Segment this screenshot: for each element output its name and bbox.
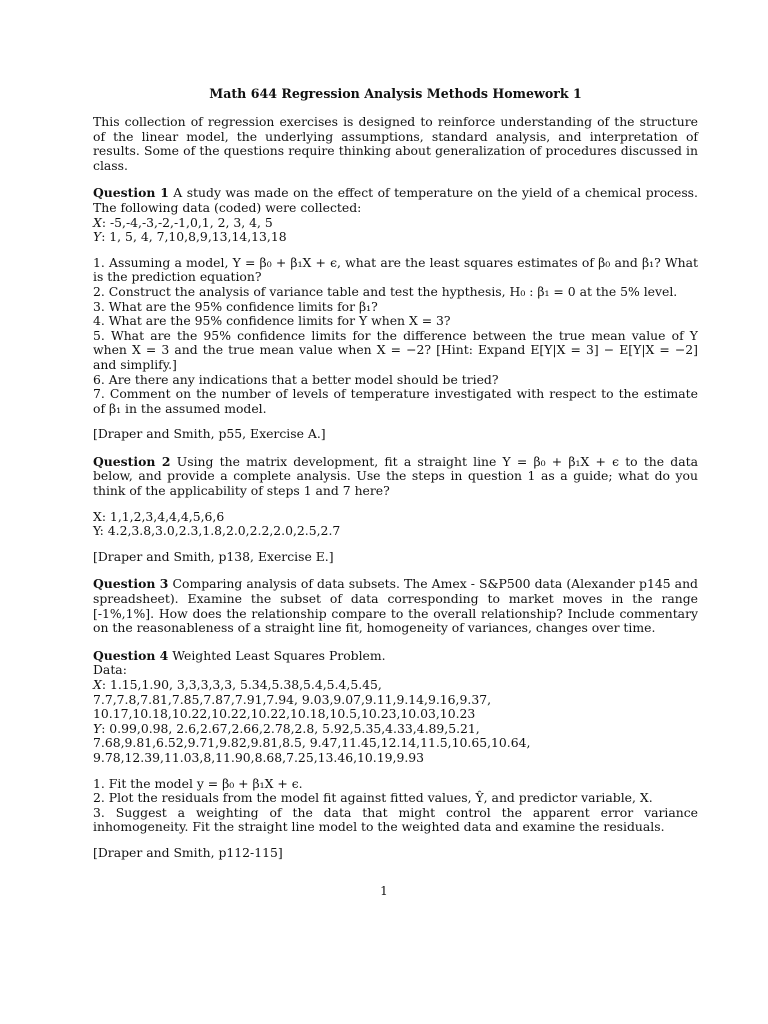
question-1-reference: [Draper and Smith, p55, Exercise A.] — [93, 426, 326, 442]
question-4-item: 1. Fit the model y = β₀ + β₁X + ϵ. — [93, 775, 303, 791]
question-4-prompt — [93, 649, 698, 664]
question-1-text: A study was made on the effect of temperature on the yield of a chemical process. The following data (coded) were collected: — [93, 185, 698, 215]
document-body — [93, 86, 698, 861]
question-2-label: Question 2 — [93, 453, 171, 469]
question-4-x-data: 7.7,7.8,7.81,7.85,7.87,7.91,7.94, 9.03,9.07,9.11,9.14,9.16,9.37, — [93, 691, 492, 707]
question-2-reference: [Draper and Smith, p138, Exercise E.] — [93, 548, 334, 564]
question-1-item: 2. Construct the analysis of variance table and test the hypthesis, H₀ : β₁ = 0 at the 5% level. — [93, 283, 678, 299]
question-3-prompt — [93, 577, 698, 635]
question-2-text: Using the matrix development, fit a straight line Y = β₀ + β₁X + ϵ to the data below, and provide a complete analysis. Use the steps in question 1 as a guide; what do you think of the applicability of steps 1 and 7 here? — [93, 453, 698, 499]
question-4-x-data: X: 1.15,1.90, 3,3,3,3,3, 5.34,5.38,5.4,5.4,5.45, — [93, 677, 382, 692]
question-1-prompt — [93, 186, 698, 215]
document-title: Math 644 Regression Analysis Methods Homework 1 — [209, 86, 582, 101]
question-1-item: 3. What are the 95% confidence limits for β₁? — [93, 298, 378, 314]
question-4-text: Weighted Least Squares Problem. — [172, 647, 386, 663]
question-4-y-data: Y: 0.99,0.98, 2.6,2.67,2.66,2.78,2.8, 5.92,5.35,4.33,4.89,5.21, — [93, 720, 480, 736]
question-2-prompt — [93, 455, 698, 499]
question-1-x-data: X: -5,-4,-3,-2,-1,0,1, 2, 3, 4, 5 — [93, 214, 273, 230]
question-4-y-data: 7.68,9.81,6.52,9.71,9.82,9.81,8.5, 9.47,11.45,12.14,11.5,10.65,10.64, — [93, 735, 531, 751]
intro-paragraph: This collection of regression exercises is designed to reinforce understanding of the structure of the linear model, the underlying assumptions, standard analysis, and interpretation of results. Some of the questions require thinking about generalization of procedures discussed in class. — [93, 114, 698, 173]
question-1-item: 5. What are the 95% confidence limits for the difference between the true mean value of Y when X = 3 and the true mean value when X = −2? [Hint: Expand E[Y|X = 3] − E[Y|X = −2] and simplify.] — [93, 327, 698, 372]
question-1-label: Question 1 — [93, 185, 169, 201]
question-1-y-data: Y: 1, 5, 4, 7,10,8,9,13,14,13,18 — [93, 229, 287, 245]
question-4-x-data: 10.17,10.18,10.22,10.22,10.22,10.18,10.5,10.23,10.03,10.23 — [93, 706, 476, 722]
question-4-item: 3. Suggest a weighting of the data that might control the apparent error variance inhomogeneity. Fit the straight line model to the weighted data and examine the residuals. — [93, 804, 698, 835]
question-1-item: 6. Are there any indications that a better model should be tried? — [93, 371, 499, 387]
question-1-item: 1. Assuming a model, Y = β₀ + β₁X + ϵ, what are the least squares estimates of β₀ and β₁? What is the prediction equation? — [93, 254, 698, 285]
question-2-x-data: X: 1,1,2,3,4,4,4,5,6,6 — [93, 508, 225, 524]
question-3-text: Comparing analysis of data subsets. The Amex - S&P500 data (Alexander p145 and spreadsheet). Examine the subset of data corresponding to market moves in the range [-1%,1%]. How does the relationship compare to the overall relationship? Include commentary on the reasonableness of a straight line fit, homogeneity of variances, changes over time. — [93, 576, 698, 636]
question-4-reference: [Draper and Smith, p112-115] — [93, 844, 283, 860]
question-4-label: Question 4 — [93, 647, 169, 663]
question-2-y-data: Y: 4.2,3.8,3.0,2.3,1.8,2.0,2.2,2.0,2.5,2.7 — [93, 523, 341, 539]
question-4-item: 2. Plot the residuals from the model fit against fitted values, Ŷ, and predictor variable, X. — [93, 790, 653, 806]
question-1-item: 7. Comment on the number of levels of temperature investigated with respect to the estimate of β₁ in the assumed model. — [93, 386, 698, 416]
page-number: 1 — [380, 884, 388, 898]
question-4-y-data: 9.78,12.39,11.03,8,11.90,8.68,7.25,13.46,10.19,9.93 — [93, 749, 425, 765]
question-3-label: Question 3 — [93, 576, 169, 592]
question-1-item: 4. What are the 95% confidence limits for Y when X = 3? — [93, 313, 451, 329]
question-4-data-label: Data: — [93, 662, 127, 678]
